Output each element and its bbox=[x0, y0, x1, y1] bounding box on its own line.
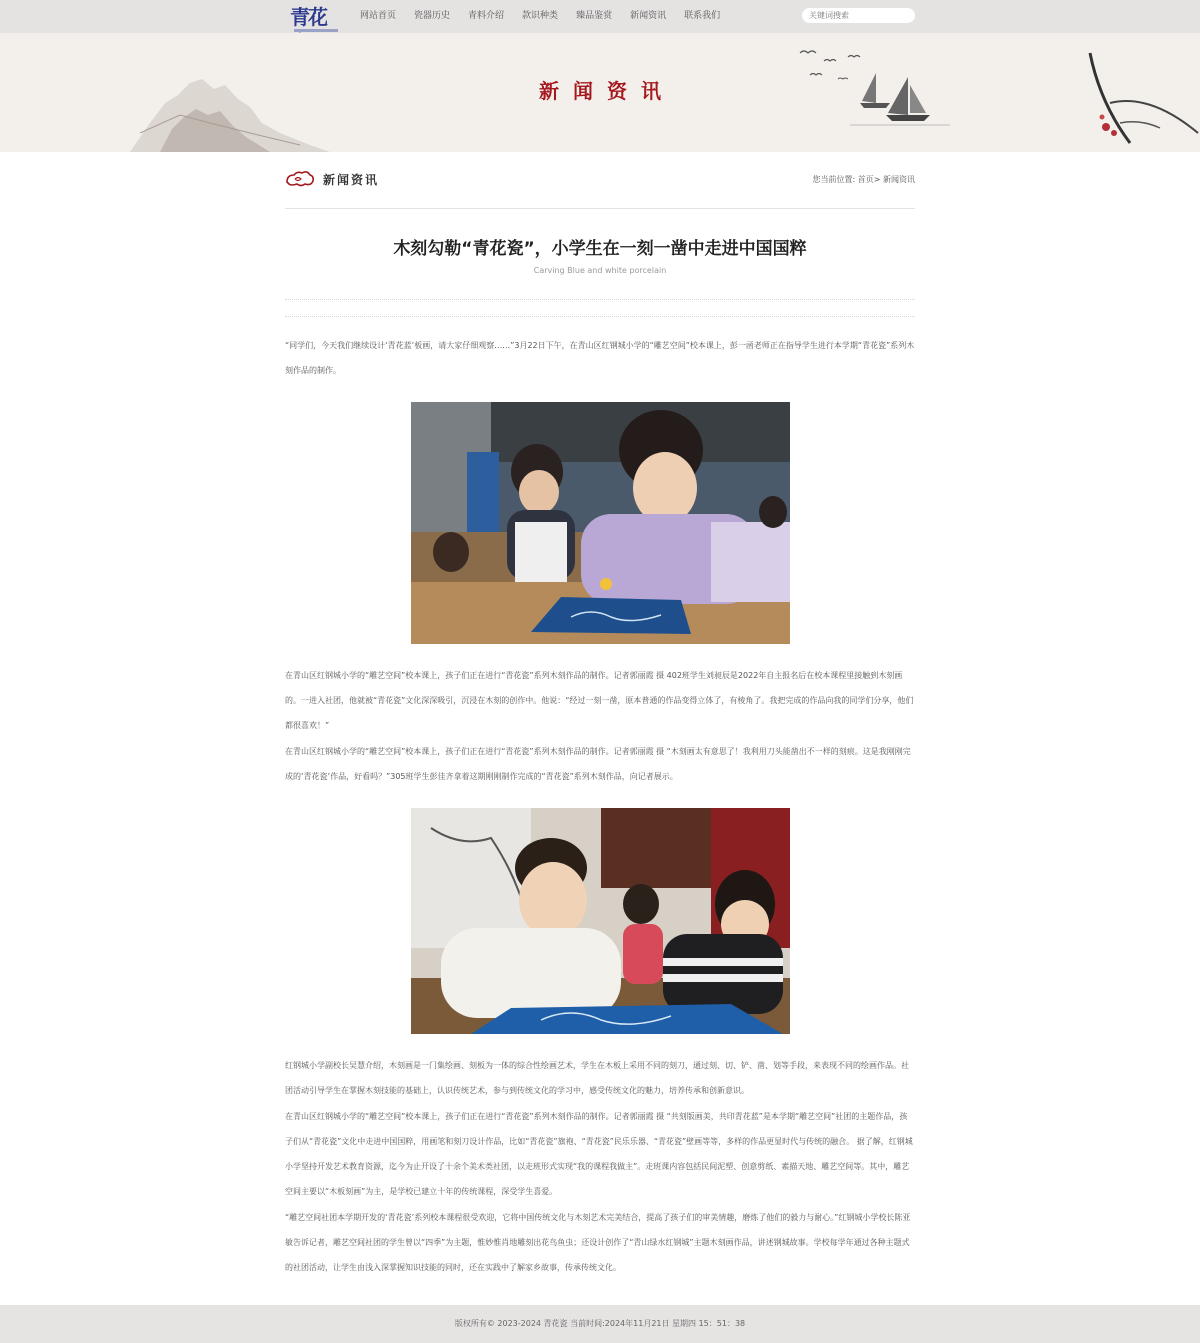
logo-text: 青花 bbox=[290, 5, 326, 29]
section-header bbox=[285, 168, 915, 192]
top-nav-bar bbox=[0, 0, 1200, 33]
breadcrumb bbox=[813, 174, 916, 185]
page-banner bbox=[0, 33, 1200, 152]
breadcrumb-current[interactable]: 新闻资讯 bbox=[883, 175, 915, 184]
breadcrumb-home-link[interactable]: 首页 bbox=[857, 175, 874, 184]
article-photo-2 bbox=[411, 808, 790, 1034]
section-title: 新闻资讯 bbox=[323, 173, 380, 187]
nav-item-history[interactable]: 瓷器历史 bbox=[414, 11, 451, 21]
section-divider bbox=[285, 208, 915, 209]
nav-item-collection[interactable]: 臻品鉴赏 bbox=[576, 11, 613, 21]
auspicious-cloud-icon bbox=[285, 170, 315, 188]
article-paragraph-4: 红钢城小学副校长吴慧介绍，木刻画是一门集绘画、刻板为一体的综合性绘画艺术，学生在木板上采用不同的刻刀，通过刻、切、铲、凿、划等手段，来表现不同的绘画作品。社团活动引导学生在掌握木刻技能的基础上，认识传统艺术，参与到传统文化的学习中，感受传统文化的魅力，培养传承和创新意识。 bbox=[285, 1061, 909, 1095]
article-title: 木刻勾勒“青花瓷”，小学生在一刻一凿中走进中国国粹 bbox=[393, 239, 807, 259]
nav-item-marks[interactable]: 款识种类 bbox=[522, 11, 559, 21]
banner-title: 新闻资讯 bbox=[539, 79, 675, 103]
nav-item-home[interactable]: 网站首页 bbox=[360, 11, 397, 21]
search-input[interactable] bbox=[802, 8, 915, 23]
nav-item-news[interactable]: 新闻资讯 bbox=[630, 11, 667, 21]
page-footer bbox=[0, 1305, 1200, 1343]
logo-underline bbox=[294, 29, 338, 32]
footer-copyright: 版权所有© 2023-2024 青花瓷 当前时间:2024年11月21日 星期四 15：51：38 bbox=[454, 1319, 746, 1328]
article-paragraph-5: 在青山区红钢城小学的“雕艺空间”校本课上，孩子们正在进行“青花瓷”系列木刻作品的制作。记者郭丽霞 摄 “共刻版画美，共印青花蓝”是本学期“雕艺空间”社团的主题作品，孩子们从“青花瓷”文化中走进中国国粹，用画笔和刻刀设计作品，比如“青花瓷”旗袍、“青花瓷”民乐乐器、“青花瓷”壁画等等，多样的作品更显时代与传统的融合。 据了解，红钢城小学坚持开发艺术教育资源，迄今为止开设了十余个美术类社团，以走班形式实现“我的课程我做主”。走班课内容包括民间泥塑、创意剪纸、素描天地、雕艺空间等。其中，雕艺空间主要以“木板刻画”为主，是学校已建立十年的传统课程，深受学生喜爱。 bbox=[285, 1112, 913, 1196]
breadcrumb-separator: > bbox=[873, 175, 881, 184]
article-subtitle: Carving Blue and white porcelain bbox=[533, 266, 667, 275]
site-logo[interactable] bbox=[290, 4, 342, 34]
nav-item-contact[interactable]: 联系我们 bbox=[684, 11, 721, 21]
main-nav bbox=[352, 0, 730, 33]
article-paragraph-3: 在青山区红钢城小学的“雕艺空间”校本课上，孩子们正在进行“青花瓷”系列木刻作品的制作。记者郭丽霞 摄 “木刻画太有意思了！我利用刀头能凿出不一样的刻痕。这是我刚刚完成的‘青花瓷’作品，好看吗？”305班学生彭佳齐拿着这期刚刚制作完成的“青花瓷”系列木刻作品，向记者展示。 bbox=[285, 747, 911, 781]
article-photo-1 bbox=[411, 402, 790, 644]
article-paragraph-6: “雕艺空间社团本学期开发的‘青花瓷’系列校本课程很受欢迎，它将中国传统文化与木刻艺术完美结合，提高了孩子们的审美情趣，磨炼了他们的毅力与耐心。”红钢城小学校长陈亚敏告诉记者，雕艺空间社团的学生曾以“四季”为主题，惟妙惟肖地雕刻出花鸟鱼虫；还设计创作了“青山绿水红钢城”主题木刻画作品，讲述钢城故事。学校每学年通过各种主题式的社团活动，让学生由浅入深掌握知识技能的同时，还在实践中了解家乡故事，传承传统文化。 bbox=[285, 1213, 911, 1272]
breadcrumb-prefix: 您当前位置: bbox=[812, 175, 856, 184]
article-paragraph-2: 在青山区红钢城小学的“雕艺空间”校本课上，孩子们正在进行“青花瓷”系列木刻作品的制作。记者郭丽霞 摄 402班学生刘昶辰是2022年自主报名后在校本课程里接触到木刻画的。一进入社团，他就被“青花瓷”文化深深吸引，沉浸在木刻的创作中。他说：“经过一刻一凿，原本普通的作品变得立体了，有棱角了。我把完成的作品向我的同学们分享，他们都很喜欢！” bbox=[285, 671, 914, 730]
dotted-divider-bottom bbox=[285, 316, 915, 317]
dotted-divider-top bbox=[285, 299, 915, 300]
article-paragraph-1: “同学们，今天我们继续设计‘青花蓝’板画，请大家仔细观察……”3月22日下午，在青山区红钢城小学的“雕艺空间”校本课上，彭一函老师正在指导学生进行本学期“青花瓷”系列木刻作品的制作。 bbox=[285, 341, 915, 375]
nav-item-materials[interactable]: 青料介绍 bbox=[468, 11, 505, 21]
